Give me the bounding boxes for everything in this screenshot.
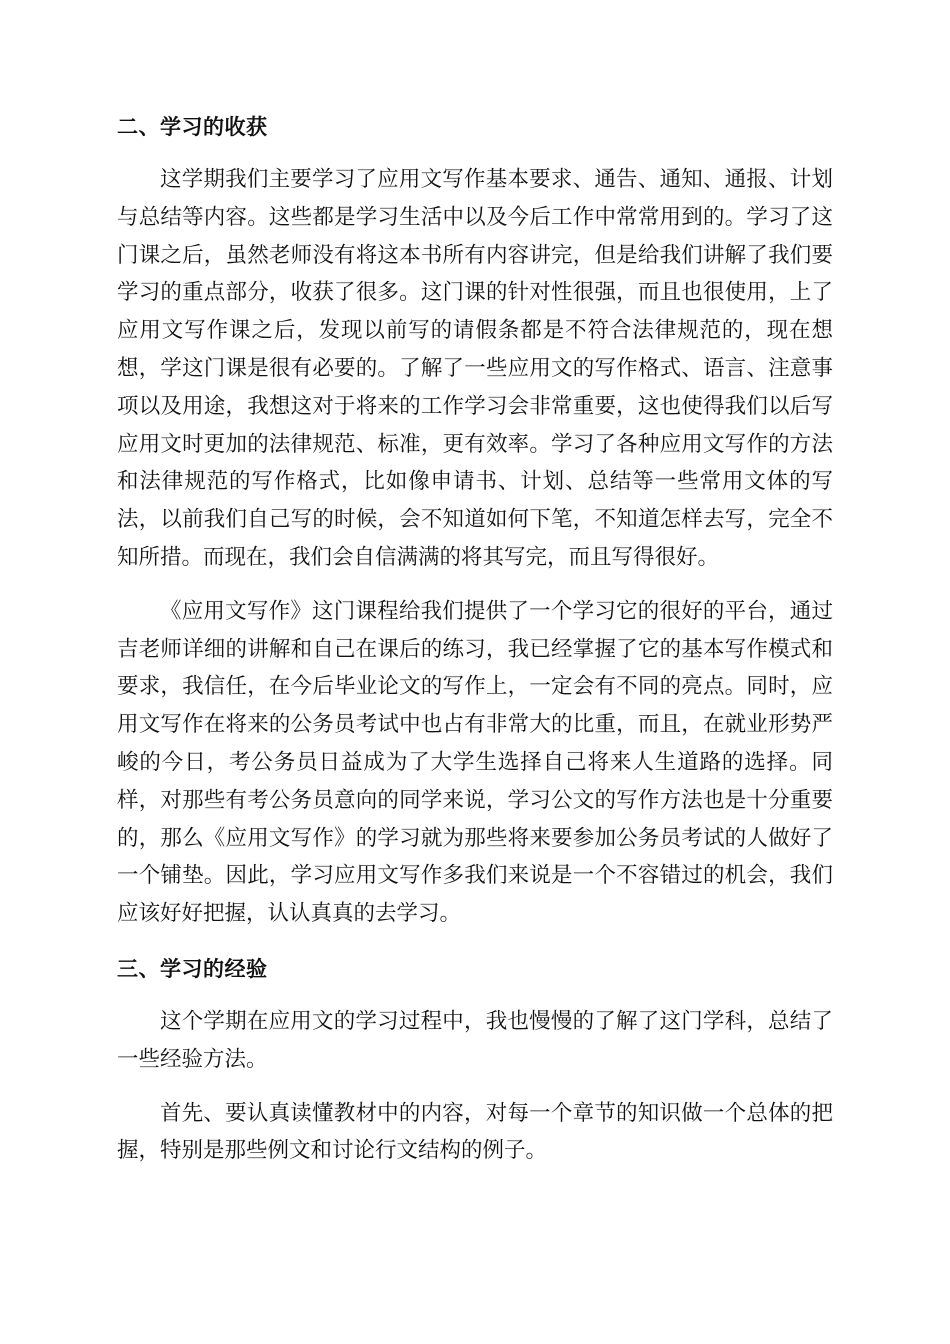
paragraph-experience-1: 这个学期在应用文的学习过程中，我也慢慢的了解了这门学科，总结了一些经验方法。 <box>117 1008 833 1072</box>
paragraph-gains-1: 这学期我们主要学习了应用文写作基本要求、通告、通知、通报、计划与总结等内容。这些都是学习生活中以及今后工作中常常用到的。学习了这门课之后，虽然老师没有将这本书所有内容讲完，但是给我们讲解了我们要学习的重点部分，收获了很多。这门课的针对性很强，而且也很使用，上了应用文写作课之后，发现以前写的请假条都是不符合法律规范的，现在想想，学这门课是很有必要的。了解了一些应用文的写作格式、语言、注意事项以及用途，我想这对于将来的工作学习会非常重要，这也使得我们以后写应用文时更加的法律规范、标准，更有效率。学习了各种应用文写作的方法和法律规范的写作格式，比如像申请书、计划、总结等一些常用文体的写法，以前我们自己写的时候，会不知道如何下笔，不知道怎样去写，完全不知所措。而现在，我们会自信满满的将其写完，而且写得很好。 <box>117 167 833 570</box>
document-body <box>117 107 833 1170</box>
paragraph-gains-2: 《应用文写作》这门课程给我们提供了一个学习它的很好的平台，通过吉老师详细的讲解和自己在课后的练习，我已经掌握了它的基本写作模式和要求，我信任，在今后毕业论文的写作上，一定会有不同的亮点。同时，应用文写作在将来的公务员考试中也占有非常大的比重，而且，在就业形势严峻的今日，考公务员日益成为了大学生选择自己将来人生道路的选择。同样，对那些有考公务员意向的同学来说，学习公文的写作方法也是十分重要的，那么《应用文写作》的学习就为那些将来要参加公务员考试的人做好了一个铺垫。因此，学习应用文写作多我们来说是一个不容错过的机会，我们应该好好把握，认认真真的去学习。 <box>117 598 833 927</box>
section-heading-gains: 二、学习的收获 <box>117 115 268 139</box>
section-heading-experience: 三、学习的经验 <box>117 956 268 981</box>
paragraph-experience-2: 首先、要认真读懂教材中的内容，对每一个章节的知识做一个总体的把握，特别是那些例文和讨论行文结构的例子。 <box>117 1100 833 1164</box>
